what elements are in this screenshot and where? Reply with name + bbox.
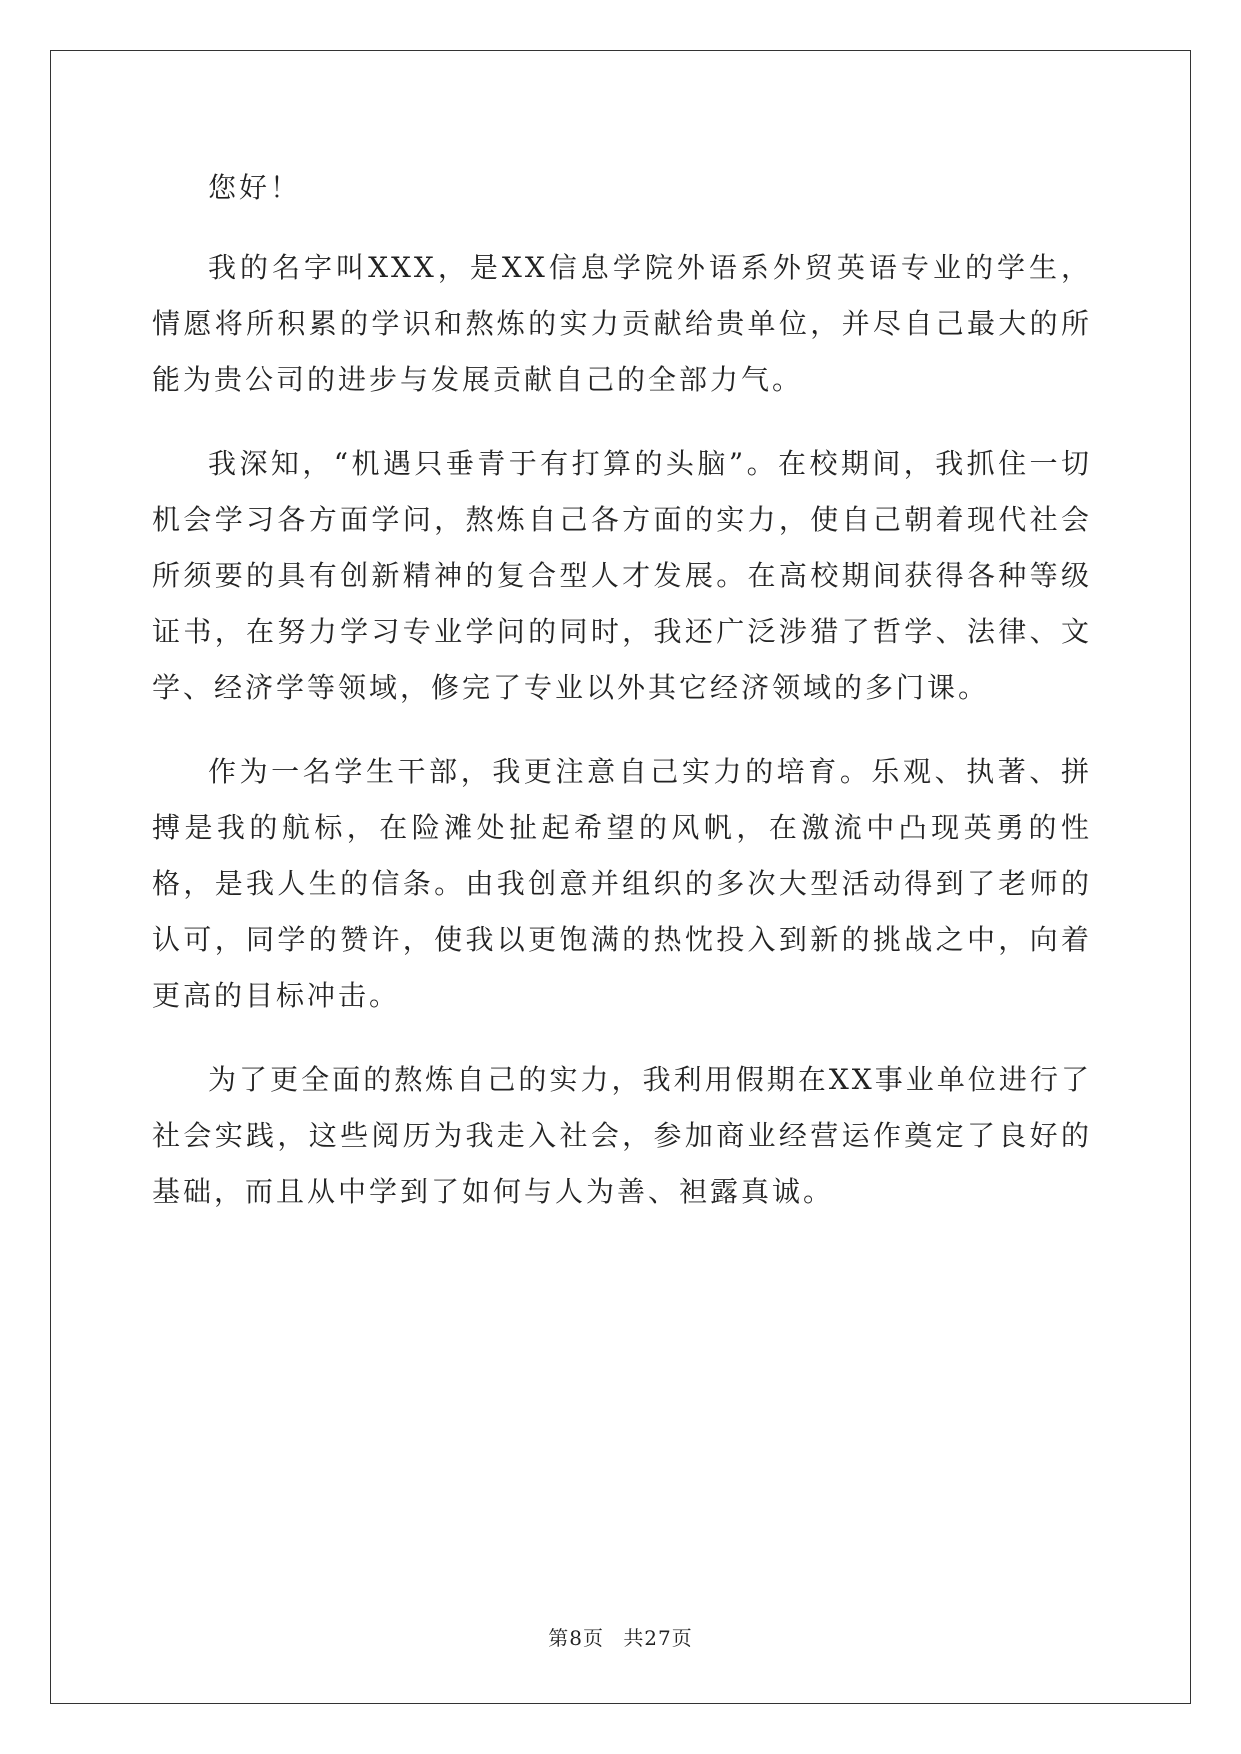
document-body — [152, 160, 1092, 1248]
body-paragraph-leadership: 作为一名学生干部，我更注意自己实力的培育。乐观、执著、拼搏是我的航标，在险滩处扯起希望的风帆，在激流中凸现英勇的性格，是我人生的信条。由我创意并组织的多次大型活动得到了老师的认可，同学的赞许，使我以更饱满的热忱投入到新的挑战之中，向着更高的目标冲击。 — [152, 755, 1092, 1012]
body-paragraph-practice: 为了更全面的熬炼自己的实力，我利用假期在XX事业单位进行了社会实践，这些阅历为我走入社会，参加商业经营运作奠定了良好的基础，而且从中学到了如何与人为善、袒露真诚。 — [152, 1063, 1092, 1208]
page-footer — [0, 1622, 1241, 1651]
greeting-paragraph: 您好！ — [208, 171, 302, 204]
page-number: 第8页 — [548, 1626, 604, 1650]
page-total: 共27页 — [623, 1626, 693, 1650]
body-paragraph-study: 我深知，“机遇只垂青于有打算的头脑”。在校期间，我抓住一切机会学习各方面学问，熬炼自己各方面的实力，使自己朝着现代社会所须要的具有创新精神的复合型人才发展。在高校期间获得各种等级证书，在努力学习专业学问的同时，我还广泛涉猎了哲学、法律、文学、经济学等领域，修完了专业以外其它经济领域的多门课。 — [152, 447, 1092, 704]
body-paragraph-intro: 我的名字叫XXX，是XX信息学院外语系外贸英语专业的学生，情愿将所积累的学识和熬炼的实力贡献给贵单位，并尽自己最大的所能为贵公司的进步与发展贡献自己的全部力气。 — [152, 251, 1092, 396]
